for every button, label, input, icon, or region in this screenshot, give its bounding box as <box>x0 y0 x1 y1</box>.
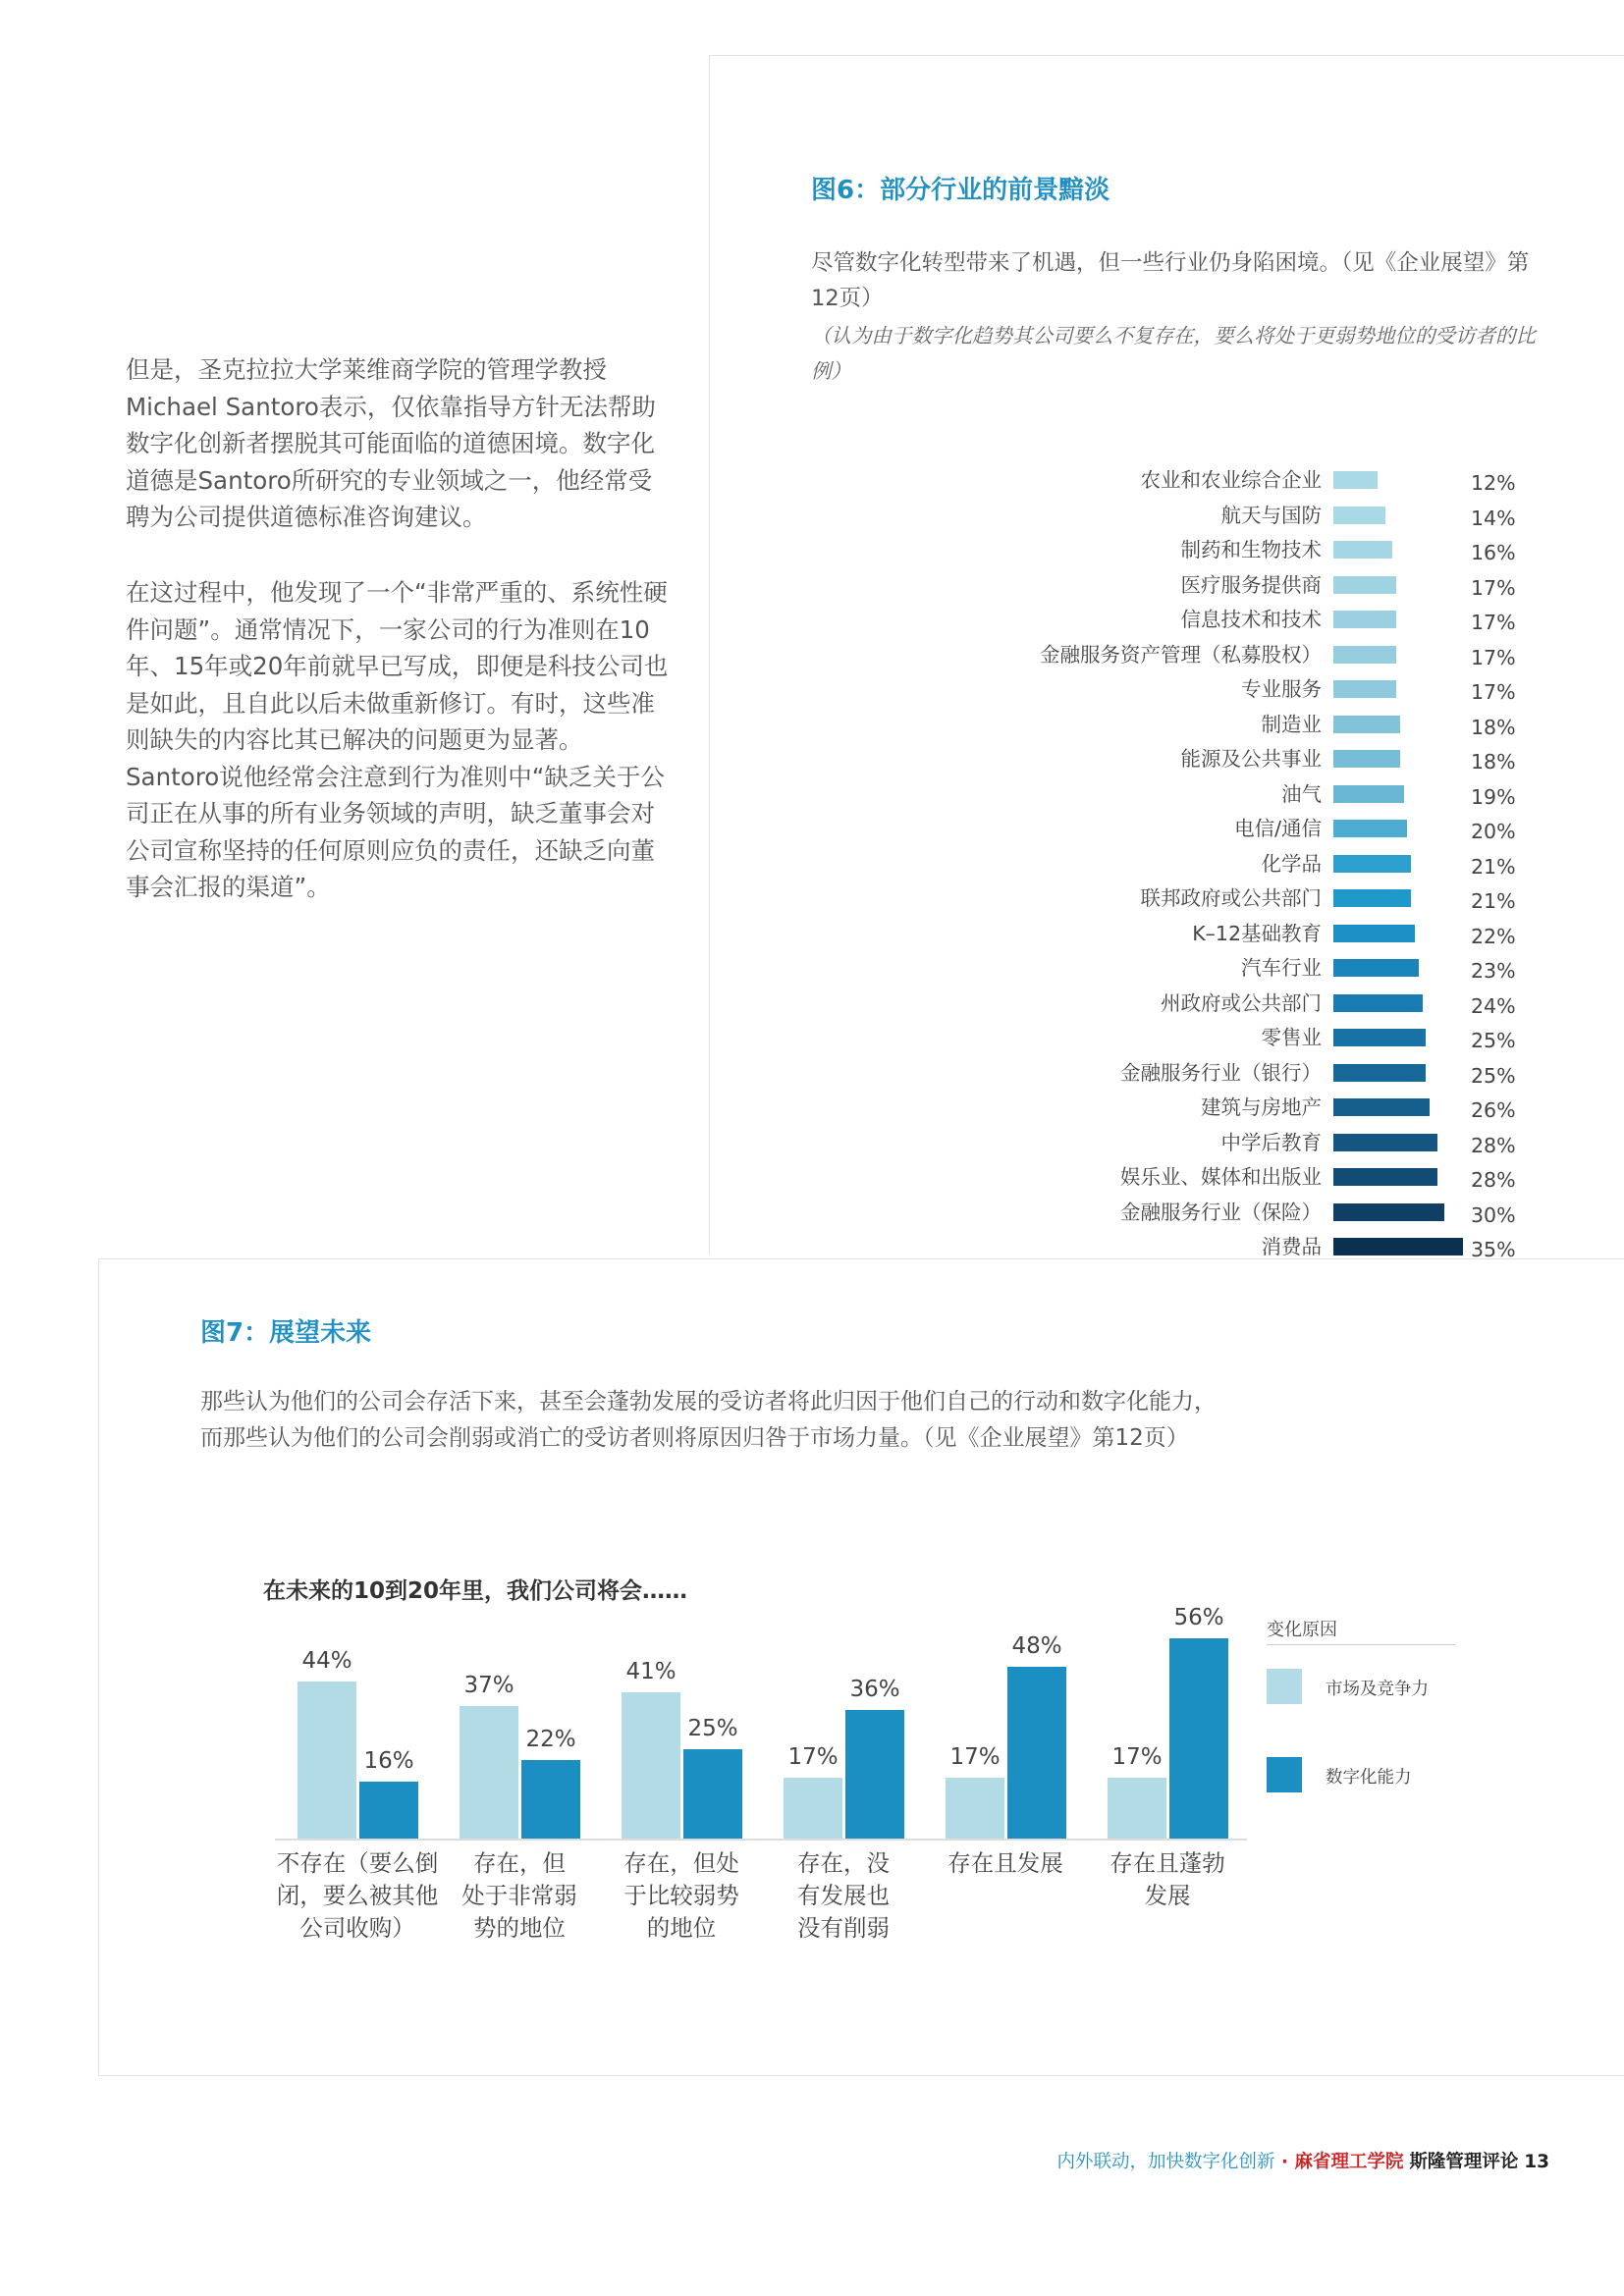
figure6-bar <box>1333 507 1385 524</box>
figure7-bar <box>845 1710 904 1839</box>
legend-title: 变化原因 <box>1267 1620 1337 1640</box>
legend-divider <box>1267 1644 1455 1645</box>
figure7-category-label <box>274 1847 441 1945</box>
figure7-value-label: 17% <box>1111 1744 1163 1771</box>
figure6-category-label: 油气 <box>1281 781 1322 806</box>
page-number: 13 <box>1524 2152 1549 2172</box>
figure7-bar <box>359 1782 418 1839</box>
figure6-title: 图6：部分行业的前景黯淡 <box>811 176 1110 205</box>
figure6-value-label: 25% <box>1471 1029 1516 1052</box>
figure6-bar <box>1333 1064 1426 1082</box>
figure6-category-label: 能源及公共事业 <box>1180 747 1322 771</box>
figure6-value-label: 18% <box>1471 715 1516 739</box>
figure6-bar <box>1333 680 1396 698</box>
figure7-category-line: 存在且蓬勃 <box>1110 1849 1225 1877</box>
figure7-value-label: 17% <box>949 1744 1001 1771</box>
figure6-category-label: 电信/通信 <box>1234 817 1322 840</box>
figure6-value-label: 23% <box>1471 959 1516 983</box>
figure7-category-line: 存在，但处 <box>623 1849 739 1877</box>
figure6-category-label: 金融服务行业（保险） <box>1120 1200 1322 1224</box>
figure6-value-label: 17% <box>1471 611 1516 634</box>
figure7-value-label: 36% <box>849 1676 900 1702</box>
figure6-bar <box>1333 541 1392 559</box>
figure6-bar <box>1333 611 1396 628</box>
figure7-baseline <box>275 1839 1247 1841</box>
figure7-category-line: 处于非常弱 <box>461 1882 577 1909</box>
figure6-category-label: 州政府或公共部门 <box>1161 990 1322 1015</box>
figure7-value-label: 37% <box>463 1673 514 1699</box>
figure7-category-line: 的地位 <box>646 1914 717 1942</box>
figure7-bar <box>521 1760 580 1839</box>
figure6-category-label: 农业和农业综合企业 <box>1140 468 1322 492</box>
figure6-value-label: 30% <box>1471 1202 1516 1227</box>
figure6-value-label: 28% <box>1471 1133 1516 1157</box>
figure6-category-label: K–12基础教育 <box>1192 921 1322 945</box>
figure6-description: 尽管数字化转型带来了机遇，但一些行业仍身陷困境。（见《企业展望》第12页） <box>811 250 1530 311</box>
footer-publication: 斯隆管理评论 <box>1409 2152 1519 2172</box>
legend-label-digital: 数字化能力 <box>1326 1768 1412 1788</box>
figure6-bar <box>1333 576 1396 594</box>
figure6-bar <box>1333 994 1423 1012</box>
figure6-value-label: 21% <box>1471 889 1516 913</box>
figure7-category-label <box>760 1847 927 1945</box>
figure7-category-label <box>922 1847 1089 1880</box>
figure7-bar <box>1108 1778 1166 1839</box>
figure6-category-label: 中学后教育 <box>1220 1130 1322 1154</box>
figure6-bar <box>1333 959 1419 977</box>
figure6-value-label: 18% <box>1471 750 1516 774</box>
figure7-value-label: 22% <box>525 1726 576 1752</box>
figure6-note: （认为由于数字化趋势其公司要么不复存在，要么将处于更弱势地位的受访者的比例） <box>811 324 1536 383</box>
figure6-value-label: 17% <box>1471 645 1516 669</box>
figure6-bar <box>1333 785 1404 803</box>
figure7-category-line: 存在且发展 <box>947 1849 1063 1877</box>
figure6-category-label: 制药和生物技术 <box>1180 538 1322 561</box>
figure6-value-label: 35% <box>1471 1238 1516 1261</box>
figure6-bar <box>1333 1238 1463 1255</box>
figure7-category-label <box>598 1847 765 1945</box>
figure6-value-label: 25% <box>1471 1063 1516 1088</box>
figure6-value-label: 14% <box>1471 506 1516 530</box>
figure7-category-line: 不存在（要么倒 <box>276 1849 439 1877</box>
figure6-category-label: 化学品 <box>1261 851 1322 876</box>
figure6-value-label: 22% <box>1471 924 1516 948</box>
figure6-bar <box>1333 1203 1444 1221</box>
figure6-category-label: 汽车行业 <box>1241 956 1322 980</box>
footer-separator: · <box>1274 2152 1295 2172</box>
figure6-category-label: 建筑与房地产 <box>1201 1095 1322 1119</box>
figure6-category-label: 医疗服务提供商 <box>1180 572 1322 597</box>
article-paragraph-1: 但是，圣克拉拉大学莱维商学院的管理学教授Michael Santoro表示，仅依靠指导方针无法帮助数字化创新者摆脱其可能面临的道德困境。数字化道德是Santoro所研究的专业领域之一，他经常受聘为公司提供道德标准咨询建议。 <box>126 355 656 531</box>
figure6-value-label: 20% <box>1471 820 1516 843</box>
figure6-bar <box>1333 1029 1426 1046</box>
figure6-category-label: 专业服务 <box>1241 677 1322 701</box>
figure6-value-label: 17% <box>1471 680 1516 704</box>
figure7-value-label: 56% <box>1173 1605 1224 1630</box>
figure6-category-label: 零售业 <box>1261 1026 1322 1049</box>
figure6-bar <box>1333 855 1411 873</box>
figure7-category-line: 存在，但 <box>473 1849 566 1877</box>
figure7-category-line: 公司收购） <box>299 1914 415 1942</box>
figure7-bar <box>1007 1667 1066 1839</box>
figure6-category-label: 航天与国防 <box>1220 503 1322 527</box>
figure6-bar <box>1333 471 1378 489</box>
figure6-bar <box>1333 646 1396 664</box>
figure6-bar <box>1333 1168 1437 1186</box>
figure7-chart-title: 在未来的10到20年里，我们公司将会…… <box>263 1578 688 1604</box>
figure7-category-label <box>436 1847 603 1945</box>
footer-publisher: 麻省理工学院 <box>1294 2152 1404 2172</box>
figure6-bar <box>1333 750 1400 768</box>
figure7-category-line: 势的地位 <box>473 1914 566 1942</box>
figure6-value-label: 24% <box>1471 993 1516 1018</box>
figure6-category-label: 金融服务资产管理（私募股权） <box>1040 642 1322 667</box>
figure6-value-label: 17% <box>1471 575 1516 600</box>
figure7-value-label: 17% <box>787 1744 839 1771</box>
figure6-bar <box>1333 925 1415 942</box>
figure7-category-line: 于比较弱势 <box>623 1882 739 1909</box>
figure7-value-label: 48% <box>1011 1633 1062 1660</box>
figure7-category-line: 有发展也 <box>797 1882 890 1909</box>
figure7-value-label: 44% <box>301 1647 352 1674</box>
figure7-bar <box>1169 1638 1228 1839</box>
figure7-description-line1: 那些认为他们的公司会存活下来，甚至会蓬勃发展的受访者将此归因于他们自己的行动和数字化能力， <box>200 1389 1217 1415</box>
legend-label-market: 市场及竞争力 <box>1326 1680 1429 1699</box>
figure7-category-line: 没有削弱 <box>797 1914 890 1942</box>
figure6-bar <box>1333 1098 1430 1116</box>
page-footer <box>1057 2148 1550 2173</box>
figure7-title: 图7：展望未来 <box>200 1318 372 1348</box>
figure7-category-line: 闭，要么被其他 <box>276 1882 439 1909</box>
figure7-category-line: 发展 <box>1144 1882 1191 1909</box>
figure6-value-label: 16% <box>1471 541 1516 564</box>
figure6-bar <box>1333 716 1400 733</box>
figure6-category-label: 联邦政府或公共部门 <box>1140 886 1322 910</box>
figure7-bar <box>622 1692 680 1839</box>
figure7-bar <box>784 1778 842 1839</box>
figure7-bar <box>946 1778 1004 1839</box>
legend-swatch-market <box>1267 1669 1302 1704</box>
figure6-bar <box>1333 1134 1437 1151</box>
figure6-value-label: 19% <box>1471 784 1516 809</box>
figure7-description-line2: 而那些认为他们的公司会削弱或消亡的受访者则将原因归咎于市场力量。（见《企业展望》第12页） <box>200 1425 1189 1451</box>
figure6-category-label: 娱乐业、媒体和出版业 <box>1120 1165 1322 1189</box>
figure7-category-line: 存在，没 <box>797 1849 890 1877</box>
figure6-value-label: 26% <box>1471 1098 1516 1122</box>
footer-report-title: 内外联动，加快数字化创新 <box>1056 2152 1275 2172</box>
figure6-value-label: 28% <box>1471 1168 1516 1192</box>
figure6-value-label: 12% <box>1471 471 1516 495</box>
figure6-category-label: 制造业 <box>1261 712 1322 736</box>
figure6-category-label: 消费品 <box>1261 1235 1322 1258</box>
figure7-value-label: 41% <box>625 1658 677 1684</box>
figure7-value-label: 25% <box>687 1715 738 1741</box>
figure7-bar <box>683 1749 742 1839</box>
figure6-value-label: 21% <box>1471 854 1516 879</box>
legend-swatch-digital <box>1267 1757 1302 1792</box>
figure7-category-label <box>1084 1847 1251 1912</box>
figure6-category-label: 金融服务行业（银行） <box>1120 1060 1322 1085</box>
figure7-value-label: 16% <box>363 1747 414 1774</box>
figure6-category-label: 信息技术和技术 <box>1180 608 1322 631</box>
article-paragraph-2: 在这过程中，他发现了一个“非常严重的、系统性硬件问题”。通常情况下，一家公司的行为准则在10年、15年或20年前就早已写成，即便是科技公司也是如此，且自此以后未做重新修订。有时，这些准则缺失的内容比其已解决的问题更为显著。Santoro说他经常会注意到行为准则中“缺乏关于公司正在从事的所有业务领域的声明，缺乏董事会对公司宣称坚持的任何原则应负的责任，还缺乏向董事会汇报的渠道”。 <box>126 578 669 901</box>
figure6-bar <box>1333 820 1407 837</box>
figure6-bar <box>1333 889 1411 907</box>
